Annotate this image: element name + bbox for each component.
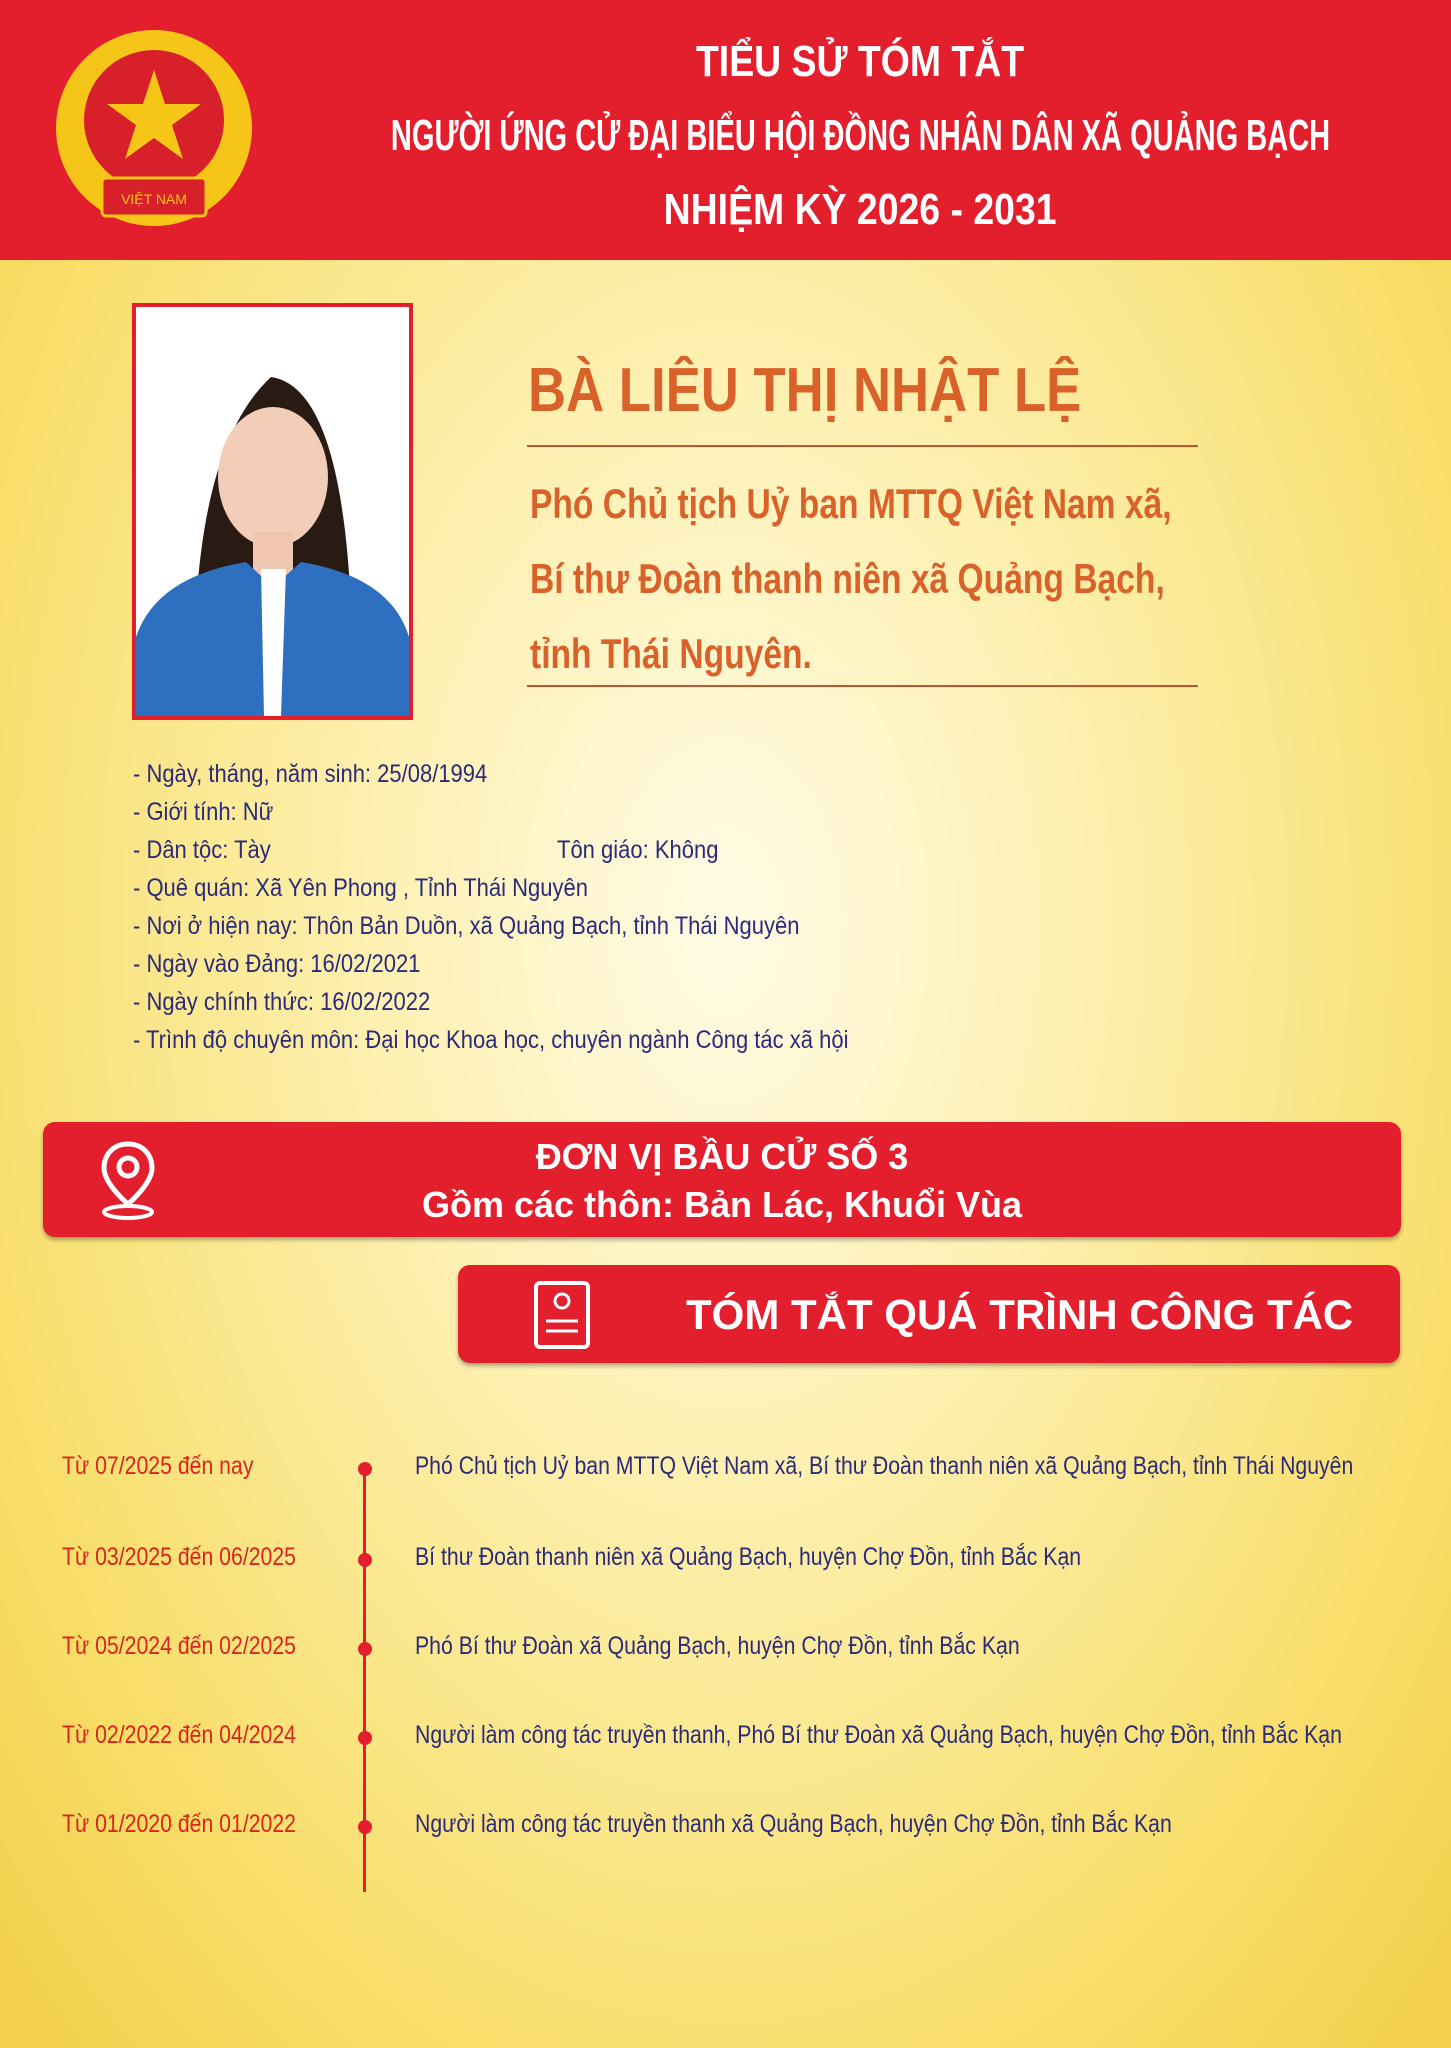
- info-hometown: - Quê quán: Xã Yên Phong , Tỉnh Thái Nguyên: [133, 874, 588, 902]
- timeline-dot: [358, 1820, 372, 1834]
- timeline-desc: Phó Chủ tịch Uỷ ban MTTQ Việt Nam xã, Bí thư Đoàn thanh niên xã Quảng Bạch, tỉnh Thái Nguyên: [415, 1452, 1354, 1480]
- doc-subtitle-row: [290, 108, 1431, 164]
- timeline-desc: Bí thư Đoàn thanh niên xã Quảng Bạch, huyện Chợ Đồn, tỉnh Bắc Kạn: [415, 1543, 1082, 1571]
- info-education: - Trình độ chuyên môn: Đại học Khoa học, chuyên ngành Công tác xã hội: [133, 1026, 849, 1054]
- doc-subtitle: NGƯỜI ỨNG CỬ ĐẠI BIỂU HỘI ĐỒNG NHÂN DÂN XÃ QUẢNG BẠCH: [390, 111, 1331, 160]
- timeline-desc: Người làm công tác truyền thanh, Phó Bí thư Đoàn xã Quảng Bạch, huyện Chợ Đồn, tỉnh Bắc Kạn: [415, 1721, 1342, 1749]
- timeline-period: Từ 05/2024 đến 02/2025: [62, 1632, 297, 1660]
- electoral-district-banner: [43, 1122, 1401, 1237]
- info-residence: - Nơi ở hiện nay: Thôn Bản Duồn, xã Quảng Bạch, tỉnh Thái Nguyên: [133, 912, 800, 940]
- candidate-role-line: Phó Chủ tịch Uỷ ban MTTQ Việt Nam xã,: [530, 480, 1172, 527]
- candidate-role-line: tỉnh Thái Nguyên.: [530, 630, 812, 677]
- career-section-banner: [458, 1265, 1400, 1363]
- timeline-desc: Người làm công tác truyền thanh xã Quảng Bạch, huyện Chợ Đồn, tỉnh Bắc Kạn: [415, 1810, 1172, 1838]
- divider: [527, 445, 1198, 447]
- info-gender: - Giới tính: Nữ: [133, 798, 274, 826]
- timeline-desc: Phó Bí thư Đoàn xã Quảng Bạch, huyện Chợ Đồn, tỉnh Bắc Kạn: [415, 1632, 1020, 1660]
- info-party-official: - Ngày chính thức: 16/02/2022: [133, 988, 431, 1016]
- timeline-dot: [358, 1642, 372, 1656]
- career-section-title: TÓM TẮT QUÁ TRÌNH CÔNG TÁC: [686, 1291, 1354, 1338]
- divider: [527, 685, 1198, 687]
- doc-title-row: [290, 34, 1431, 90]
- district-title: ĐƠN VỊ BẦU CỬ SỐ 3: [535, 1136, 909, 1177]
- timeline-period: Từ 02/2022 đến 04/2024: [62, 1721, 297, 1749]
- info-religion: Tôn giáo: Không: [557, 836, 719, 864]
- term: NHIỆM KỲ 2026 - 2031: [664, 185, 1057, 234]
- info-ethnicity: - Dân tộc: Tày: [133, 836, 271, 864]
- timeline-period: Từ 01/2020 đến 01/2022: [62, 1810, 297, 1838]
- timeline-period: Từ 07/2025 đến nay: [62, 1452, 254, 1480]
- national-emblem-icon: [52, 28, 256, 236]
- district-villages: Gồm các thôn: Bản Lác, Khuổi Vùa: [421, 1184, 1023, 1225]
- term-row: [290, 182, 1431, 238]
- header: [0, 0, 1451, 260]
- info-dob: - Ngày, tháng, năm sinh: 25/08/1994: [133, 760, 488, 788]
- resume-icon: [528, 1279, 596, 1351]
- candidate-photo: [132, 303, 413, 720]
- svg-text:VIỆT NAM: VIỆT NAM: [121, 191, 187, 207]
- candidate-name: BÀ LIÊU THỊ NHẬT LỆ: [528, 356, 1082, 425]
- timeline-period: Từ 03/2025 đến 06/2025: [62, 1543, 297, 1571]
- timeline-dot: [358, 1731, 372, 1745]
- timeline-dot: [358, 1462, 372, 1476]
- candidate-role-line: Bí thư Đoàn thanh niên xã Quảng Bạch,: [530, 555, 1165, 602]
- info-party-join: - Ngày vào Đảng: 16/02/2021: [133, 950, 421, 978]
- portrait-icon: [136, 307, 409, 716]
- timeline-dot: [358, 1553, 372, 1567]
- doc-title: TIỂU SỬ TÓM TẮT: [696, 37, 1025, 86]
